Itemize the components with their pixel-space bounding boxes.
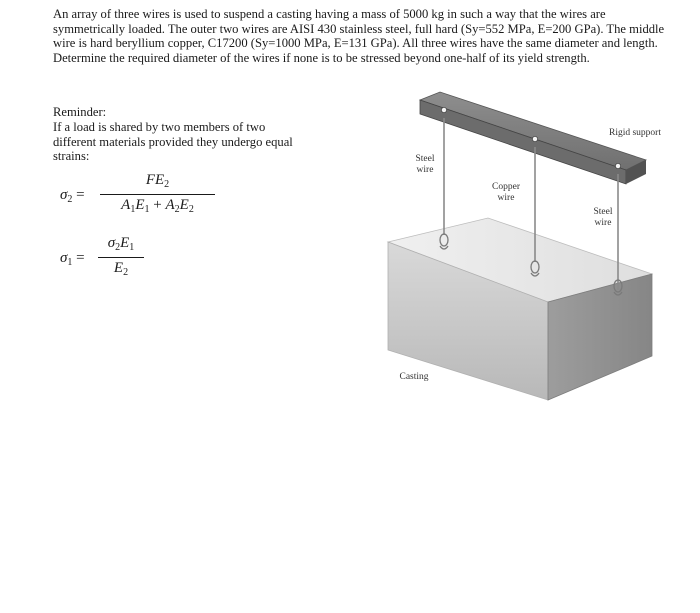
casting-figure xyxy=(378,90,668,410)
equation-sigma2-numerator: $FE_2$ xyxy=(145,172,170,190)
rigid-support-label: Rigid support xyxy=(609,128,661,138)
problem-statement: An array of three wires is used to suspend a casting having a mass of 5000 kg in such a way that the wires are symmetrically loaded. The outer two wires are AISI 430 stainless steel, full hard (Sy=552 MPa, E=200 GPa). The middle wire is hard beryllium copper, C17200 (Sy=1000 MPa, E=131 GPa). All three wires have the same diameter and length. Determine the required diameter of the wires if none is to be stressed beyond one-half of its yield strength. xyxy=(53,7,665,65)
equation-sigma1-numerator: $\sigma_2E_1$ xyxy=(107,235,135,253)
equation-sigma1-denominator: $E_2$ xyxy=(113,260,129,278)
steel-wire-left-label: Steel wire xyxy=(415,154,435,175)
copper-wire-label: Copper wire xyxy=(492,182,520,203)
steel-wire-right-label: Steel wire xyxy=(593,207,613,228)
support-hole-middle xyxy=(532,136,537,141)
equation-sigma2-denominator: $A_1E_1 + A_2E_2$ xyxy=(121,197,194,215)
fraction-bar xyxy=(100,194,215,195)
support-hole-left xyxy=(441,107,446,112)
casting-label: Casting xyxy=(399,372,429,382)
support-bar-front xyxy=(420,100,626,184)
equation-sigma1-lhs: $\sigma_1$ = xyxy=(60,250,85,268)
reminder-text: If a load is shared by two members of two different materials provided they undergo equal strains: xyxy=(53,120,293,164)
equation-sigma1 xyxy=(60,235,180,295)
reminder-title: Reminder: xyxy=(53,105,107,119)
equation-sigma2-lhs: $\sigma_2$ = xyxy=(60,187,85,205)
equation-sigma2 xyxy=(60,170,230,230)
fraction-bar xyxy=(98,257,144,258)
support-hole-right xyxy=(615,163,620,168)
